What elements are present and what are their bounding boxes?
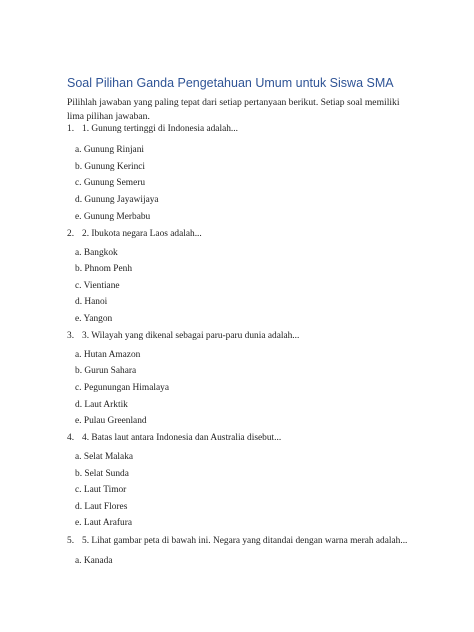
- option-4a: a. Selat Malaka: [75, 452, 134, 462]
- option-3a: a. Hutan Amazon: [75, 350, 141, 360]
- option-4b: b. Selat Sunda: [75, 469, 129, 479]
- option-4e: e. Laut Arafura: [75, 518, 132, 528]
- document-intro: Pilihlah jawaban yang paling tepat dari setiap pertanyaan berikut. Setiap soal memiliki lima pilihan jawaban.: [67, 97, 400, 122]
- option-3b: b. Gurun Sahara: [75, 366, 137, 376]
- question-4: [67, 433, 281, 443]
- question-number: 4.: [67, 433, 75, 443]
- option-2a: a. Bangkok: [75, 248, 118, 258]
- option-1c: c. Gunung Semeru: [75, 178, 146, 188]
- option-1d: d. Gunung Jayawijaya: [75, 195, 159, 205]
- question-number: 2.: [67, 229, 75, 239]
- option-4d: d. Laut Flores: [75, 502, 128, 512]
- option-4c: c. Laut Timor: [75, 485, 127, 495]
- option-2c: c. Vientiane: [75, 281, 120, 291]
- question-1: [67, 124, 238, 134]
- question-2: [67, 229, 202, 239]
- option-2e: e. Yangon: [75, 314, 113, 324]
- option-3c: c. Pegunungan Himalaya: [75, 383, 169, 393]
- question-text: 5. Lihat gambar peta di bawah ini. Negara yang ditandai dengan warna merah adalah...: [82, 536, 408, 546]
- question-number: 3.: [67, 331, 75, 341]
- question-text: 1. Gunung tertinggi di Indonesia adalah...: [82, 124, 238, 134]
- question-number: 1.: [67, 124, 75, 134]
- option-2d: d. Hanoi: [75, 297, 108, 307]
- question-5: [67, 536, 407, 546]
- option-2b: b. Phnom Penh: [75, 264, 133, 274]
- option-1e: e. Gunung Merbabu: [75, 212, 151, 222]
- question-text: 2. Ibukota negara Laos adalah...: [82, 229, 202, 239]
- question-number: 5.: [67, 536, 75, 546]
- option-3e: e. Pulau Greenland: [75, 416, 147, 426]
- question-text: 4. Batas laut antara Indonesia dan Australia disebut...: [82, 433, 282, 443]
- option-5a: a. Kanada: [75, 556, 113, 566]
- question-text: 3. Wilayah yang dikenal sebagai paru-paru dunia adalah...: [82, 331, 300, 341]
- question-3: [67, 331, 299, 341]
- document-title: Soal Pilihan Ganda Pengetahuan Umum untuk Siswa SMA: [67, 76, 394, 90]
- option-1b: b. Gunung Kerinci: [75, 162, 146, 172]
- option-3d: d. Laut Arktik: [75, 400, 128, 410]
- option-1a: a. Gunung Rinjani: [75, 145, 145, 155]
